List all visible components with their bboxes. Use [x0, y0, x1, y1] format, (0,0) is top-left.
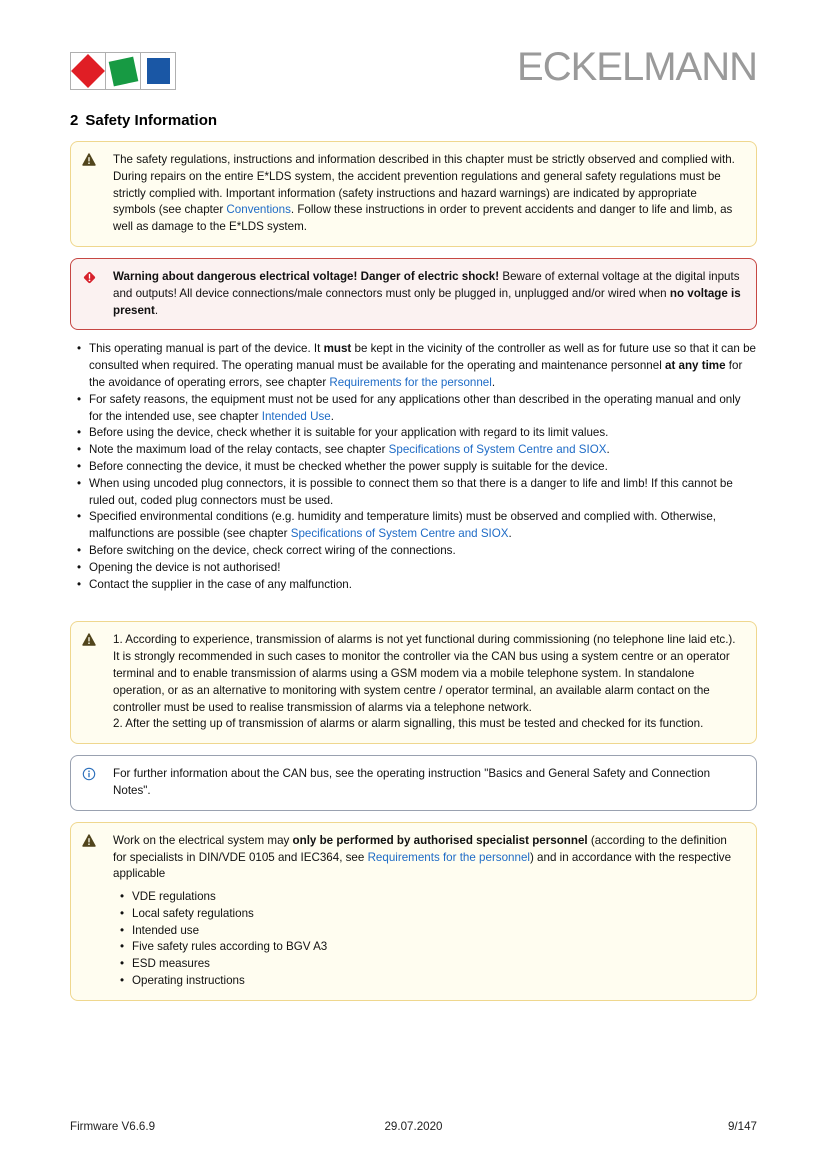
- inline-link[interactable]: Requirements for the personnel: [367, 850, 530, 864]
- page-footer: [70, 1120, 757, 1133]
- inline-link[interactable]: Requirements for the personnel: [329, 375, 492, 389]
- brand-wordmark: ECKELMANN: [517, 45, 757, 89]
- list-item: [70, 392, 757, 426]
- section-heading: [70, 112, 757, 130]
- text-run: .: [491, 375, 496, 389]
- footer-page-number: 9/147: [727, 1120, 757, 1133]
- list-item: [113, 906, 742, 923]
- list-item: [113, 939, 742, 956]
- text-run: 1. According to experience, transmission of alarms is not yet functional during commissioning (no telephone line laid etc.). It is strongly recommended in such cases to monitor the controller via the CAN bus using a system centre or an operator terminal and to enable transmission of alarms using a GSM modem via a mobile telephone system. In standalone operation, or as an alternative to monitoring with system centre / operator terminal, an available alarm contact on the controller must be used to realise transmission of alarms via a telephone network.: [113, 633, 736, 714]
- note-text: [113, 766, 742, 800]
- regulations-sub-list: [113, 889, 742, 990]
- logo-cell-green: [105, 52, 141, 90]
- text-run: The safety regulations, instructions and information described in this chapter must be strictly observed and complied with. During repairs on the entire E*LDS system, the accident prevention regulations and general safety regulations must be strictly complied with. Important information (safety instructions and hazard warnings) are indicated by appropriate symbols (see chapter: [113, 153, 735, 217]
- footer-date: 29.07.2020: [384, 1120, 443, 1133]
- text-run: (according to the definition for specialists in DIN/VDE 0105 and IEC364, see: [113, 833, 727, 864]
- text-run: Before using the device, check whether it is suitable for your application with regard to its limit values.: [89, 426, 609, 440]
- text-run: Contact the supplier in the case of any malfunction.: [89, 577, 352, 591]
- text-run: .: [330, 409, 334, 423]
- note-text: [113, 632, 742, 733]
- list-item: [113, 923, 742, 940]
- text-run: For safety reasons, the equipment must not be used for any applications other than described in the operating manual and only for the intended use, see chapter: [89, 392, 741, 423]
- list-item: [70, 425, 757, 442]
- note-text: [113, 833, 742, 990]
- list-item: [113, 973, 742, 990]
- list-item: [113, 956, 742, 973]
- text-run: Note the maximum load of the relay contacts, see chapter: [89, 443, 389, 457]
- warning-triangle-icon: [82, 632, 113, 733]
- text-run: Beware of external voltage at the digital inputs and outputs! All device connections/male connectors must only be plugged in, unplugged and/or wired when: [113, 269, 740, 300]
- list-item: [70, 442, 757, 459]
- list-item: [70, 543, 757, 560]
- inline-link[interactable]: Conventions: [226, 203, 291, 217]
- text-run: for the avoidance of operating errors, see chapter: [89, 359, 743, 389]
- note-specialist-personnel: [70, 822, 757, 1001]
- note-general-safety: [70, 141, 757, 247]
- note-alarm-transmission: [70, 621, 757, 744]
- section-title: Safety Information: [85, 112, 218, 129]
- page-header: [70, 0, 757, 90]
- inline-link[interactable]: Intended Use: [261, 409, 331, 423]
- note-paragraph: [113, 833, 742, 883]
- logo-cell-blue: [140, 52, 176, 90]
- list-item: [70, 476, 757, 510]
- warning-triangle-icon: [82, 152, 113, 236]
- safety-bullet-list: [70, 341, 757, 593]
- text-run: at any time: [665, 359, 726, 373]
- green-square-icon: [108, 56, 138, 86]
- text-run: VDE regulations: [132, 890, 216, 904]
- text-run: be kept in the vicinity of the controller as well as for future use so that it can be consulted when required. The operating manual must be available for the operating and maintenance personnel: [89, 342, 756, 373]
- warning-triangle-icon: [82, 833, 113, 990]
- inline-link[interactable]: Specifications of System Centre and SIOX: [290, 527, 509, 541]
- text-run: ) and in accordance with the respective applicable: [113, 850, 732, 881]
- red-diamond-icon: [71, 54, 105, 88]
- text-run: Before switching on the device, check correct wiring of the connections.: [89, 543, 456, 557]
- footer-firmware-version: Firmware V6.6.9: [70, 1120, 156, 1133]
- eckelmann-logo: [70, 52, 175, 90]
- note-electrical-warning: [70, 258, 757, 330]
- text-run: . Follow these instructions in order to prevent accidents and danger to life and limb, as well as damage to the E*LDS system.: [113, 203, 733, 234]
- electric-warning-icon: [82, 269, 113, 319]
- text-run: .: [154, 303, 159, 317]
- list-item: [70, 341, 757, 391]
- text-run: Operating instructions: [132, 974, 245, 988]
- logo-cell-red: [70, 52, 106, 90]
- text-run: Opening the device is not authorised!: [89, 560, 281, 574]
- text-run: ESD measures: [132, 957, 210, 971]
- text-run: Five safety rules according to BGV A3: [132, 940, 328, 954]
- note-can-bus-info: [70, 755, 757, 811]
- text-run: Work on the electrical system may: [113, 833, 293, 847]
- text-run: For further information about the CAN bus, see the operating instruction "Basics and General Safety and Connection Notes".: [113, 767, 711, 797]
- text-run: This operating manual is part of the device. It: [89, 342, 324, 356]
- section-number: 2: [70, 112, 79, 129]
- text-run: .: [606, 443, 610, 457]
- text-run: When using uncoded plug connectors, it is possible to connect them so that there is a danger to life and limb! If this cannot be ruled out, coded plug connectors must be used.: [89, 476, 733, 507]
- text-run: .: [508, 527, 512, 541]
- text-run: only be performed by authorised specialist personnel: [292, 833, 588, 847]
- text-run: Intended use: [132, 923, 200, 937]
- text-run: must: [323, 342, 352, 356]
- list-item: [113, 889, 742, 906]
- note-text: [113, 152, 742, 236]
- text-run: Warning about dangerous electrical voltage! Danger of electric shock!: [113, 269, 500, 283]
- note-paragraph: [113, 632, 742, 716]
- list-item: [70, 459, 757, 476]
- note-text: [113, 269, 742, 319]
- info-icon: [82, 766, 113, 800]
- text-run: Before connecting the device, it must be checked whether the power supply is suitable for the device.: [89, 459, 608, 473]
- inline-link[interactable]: Specifications of System Centre and SIOX: [388, 443, 607, 457]
- text-run: 2. After the setting up of transmission of alarms or alarm signalling, this must be tested and checked for its function.: [113, 717, 704, 731]
- text-run: Local safety regulations: [132, 906, 254, 920]
- note-paragraph: [113, 716, 742, 733]
- list-item: [70, 509, 757, 543]
- text-run: Specified environmental conditions (e.g. humidity and temperature limits) must be observed and complied with. Otherwise, malfunctions are possible (see chapter: [89, 510, 717, 541]
- list-item: [70, 560, 757, 577]
- list-item: [70, 577, 757, 594]
- blue-square-icon: [147, 58, 170, 84]
- text-run: no voltage is present: [113, 286, 741, 317]
